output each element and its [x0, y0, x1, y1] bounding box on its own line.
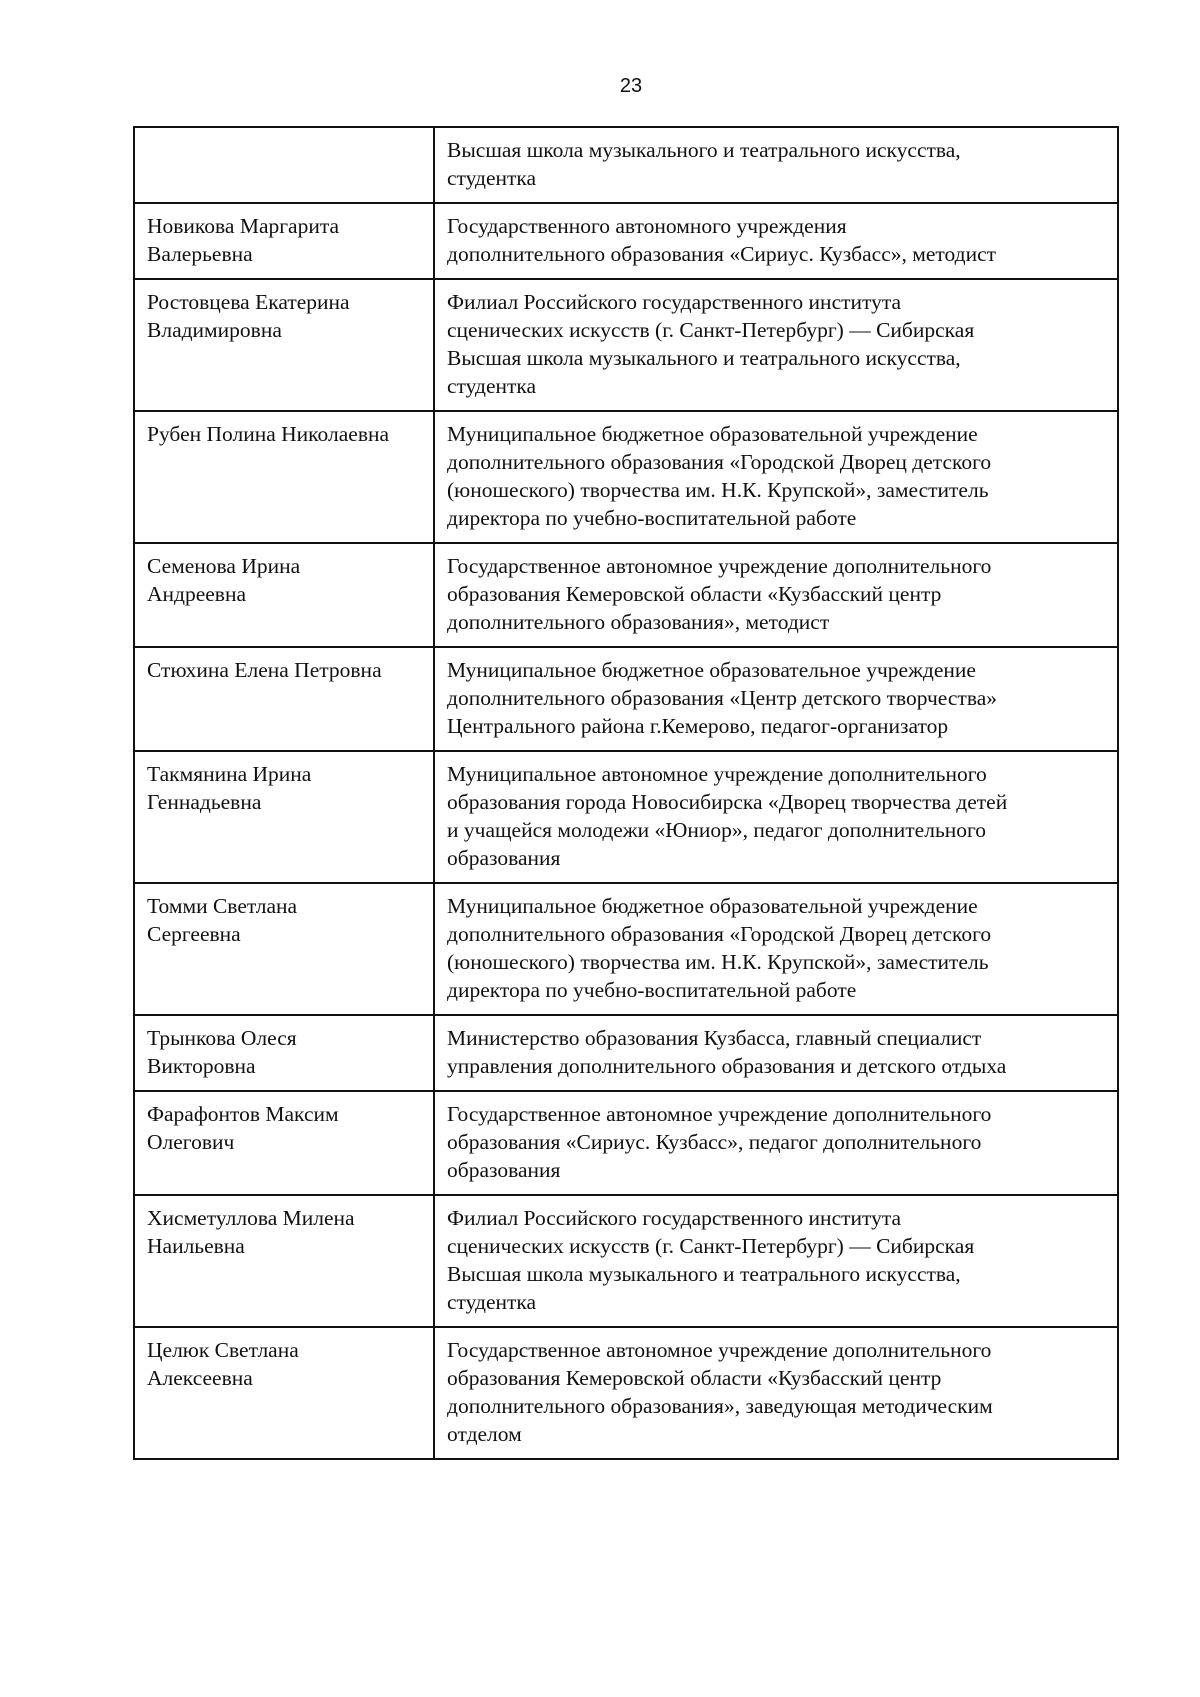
participant-organization: Министерство образования Кузбасса, главный специалист управления дополнительного образования и детского отдыха: [434, 1015, 1118, 1091]
table-row: [134, 1195, 1118, 1327]
participant-organization: Муниципальное автономное учреждение дополнительного образования города Новосибирска «Дворец творчества детей и учащейся молодежи «Юниор», педагог дополнительного образования: [434, 751, 1118, 883]
participant-organization: Муниципальное бюджетное образовательной учреждение дополнительного образования «Городской Дворец детского (юношеского) творчества им. Н.К. Крупской», заместитель директора по учебно-воспитательной работе: [434, 411, 1118, 543]
participant-name: Фарафонтов Максим Олегович: [134, 1091, 434, 1195]
table-row: [134, 127, 1118, 203]
table-row: [134, 1091, 1118, 1195]
page-number: 23: [619, 75, 643, 97]
table-row: [134, 751, 1118, 883]
table-row: [134, 647, 1118, 751]
table-row: [134, 279, 1118, 411]
table-row: [134, 1327, 1118, 1459]
participant-name: [134, 127, 434, 203]
table-row: [134, 411, 1118, 543]
participant-name: Ростовцева Екатерина Владимировна: [134, 279, 434, 411]
participant-organization: Филиал Российского государственного института сценических искусств (г. Санкт-Петербург) — Сибирская Высшая школа музыкального и театрального искусства, студентка: [434, 1195, 1118, 1327]
participant-name: Целюк Светлана Алексеевна: [134, 1327, 434, 1459]
participant-organization: Муниципальное бюджетное образовательное учреждение дополнительного образования «Центр детского творчества» Центрального района г.Кемерово, педагог-организатор: [434, 647, 1118, 751]
participant-organization: Высшая школа музыкального и театрального искусства, студентка: [434, 127, 1118, 203]
participant-name: Такмянина Ирина Геннадьевна: [134, 751, 434, 883]
participant-name: Хисметуллова Милена Наильевна: [134, 1195, 434, 1327]
participant-name: Рубен Полина Николаевна: [134, 411, 434, 543]
table-row: [134, 543, 1118, 647]
table-row: [134, 203, 1118, 279]
table-row: [134, 1015, 1118, 1091]
participant-organization: Государственное автономное учреждение дополнительного образования «Сириус. Кузбасс», педагог дополнительного образования: [434, 1091, 1118, 1195]
participant-name: Томми Светлана Сергеевна: [134, 883, 434, 1015]
participant-organization: Филиал Российского государственного института сценических искусств (г. Санкт-Петербург) — Сибирская Высшая школа музыкального и театрального искусства, студентка: [434, 279, 1118, 411]
participant-organization: Государственное автономное учреждение дополнительного образования Кемеровской области «Кузбасский центр дополнительного образования», методист: [434, 543, 1118, 647]
participant-name: Новикова Маргарита Валерьевна: [134, 203, 434, 279]
participant-name: Семенова Ирина Андреевна: [134, 543, 434, 647]
participant-name: Стюхина Елена Петровна: [134, 647, 434, 751]
table-row: [134, 883, 1118, 1015]
participant-organization: Государственного автономного учреждения дополнительного образования «Сириус. Кузбасс», методист: [434, 203, 1118, 279]
participant-organization: Государственное автономное учреждение дополнительного образования Кемеровской области «Кузбасский центр дополнительного образования», заведующая методическим отделом: [434, 1327, 1118, 1459]
participant-name: Трынкова Олеся Викторовна: [134, 1015, 434, 1091]
participant-organization: Муниципальное бюджетное образовательной учреждение дополнительного образования «Городской Дворец детского (юношеского) творчества им. Н.К. Крупской», заместитель директора по учебно-воспитательной работе: [434, 883, 1118, 1015]
participants-table: [133, 126, 1119, 1460]
